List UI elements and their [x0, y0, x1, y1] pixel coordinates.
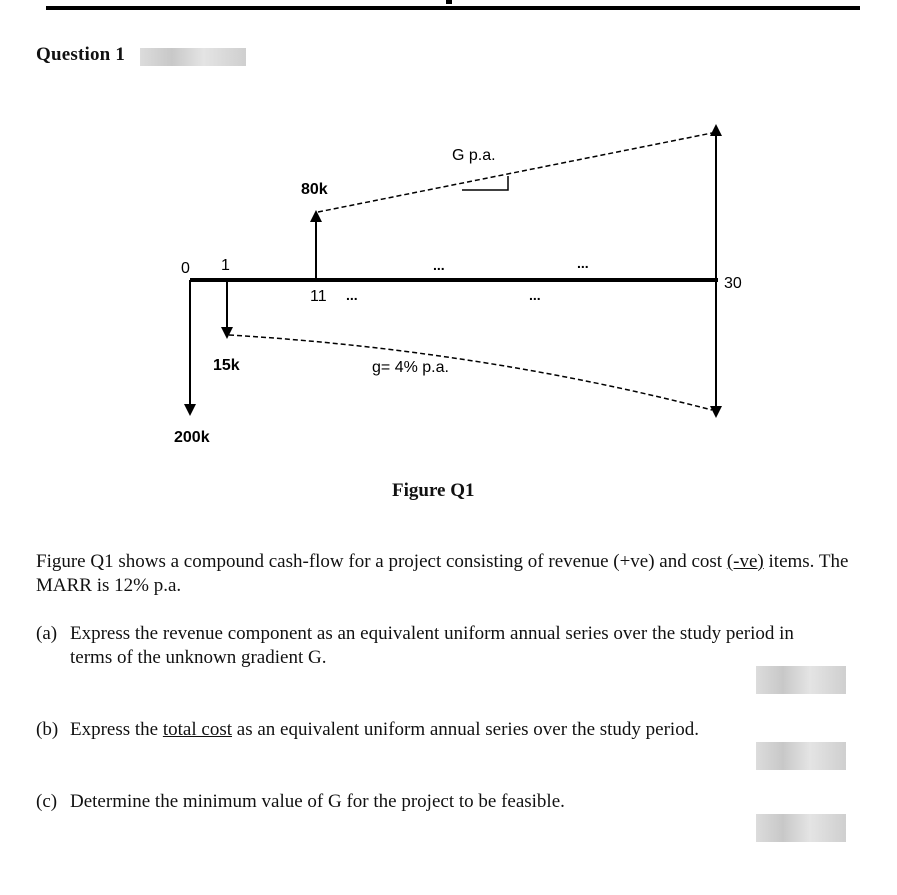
part-b [36, 718, 796, 742]
part-c [36, 790, 796, 814]
part-b-underlined: total cost [162, 719, 233, 740]
revenue-gradient-line [318, 133, 712, 212]
intro-text-1: Figure Q1 shows a compound cash-flow for a project consisting of revenue (+ve) and cost [36, 551, 727, 572]
label-15k: 15k [213, 357, 240, 374]
part-b-pre: Express the [70, 719, 163, 740]
part-a [36, 622, 816, 670]
part-c-label: (c) [36, 791, 58, 812]
label-dots-c: ... [529, 287, 541, 303]
label-dots-a: ... [346, 287, 358, 303]
intro-negative: (-ve) [726, 551, 764, 572]
label-gradient: G p.a. [452, 147, 496, 164]
part-a-body: Express the revenue component as an equivalent uniform annual series over the study period in terms of the unknown gradient G. [70, 623, 794, 668]
label-t11: 11 [310, 288, 327, 305]
label-200k: 200k [174, 429, 210, 446]
part-c-body: Determine the minimum value of G for the project to be feasible. [70, 791, 565, 812]
cost-geometric-curve [229, 335, 712, 410]
part-b-label: (b) [36, 719, 59, 740]
intro-text-2: items. The MARR is 12% p.a. [36, 551, 849, 596]
label-t0: 0 [181, 260, 190, 277]
redacted-marks-c [756, 814, 846, 842]
label-dots-b: ... [433, 257, 445, 273]
figure-caption: Figure Q1 [392, 480, 475, 501]
label-t1: 1 [221, 257, 230, 274]
part-a-label: (a) [36, 623, 58, 644]
redacted-marks-b [756, 742, 846, 770]
part-b-body [36, 718, 796, 742]
redacted-marks-a [756, 666, 846, 694]
label-80k: 80k [301, 181, 328, 198]
part-b-post: as an equivalent uniform annual series over the study period. [232, 719, 699, 740]
intro-paragraph [36, 550, 856, 598]
label-growth: g= 4% p.a. [372, 359, 449, 376]
label-dots-d: ... [577, 255, 589, 271]
label-t30: 30 [724, 275, 742, 292]
question-title: Question 1 [36, 44, 126, 65]
